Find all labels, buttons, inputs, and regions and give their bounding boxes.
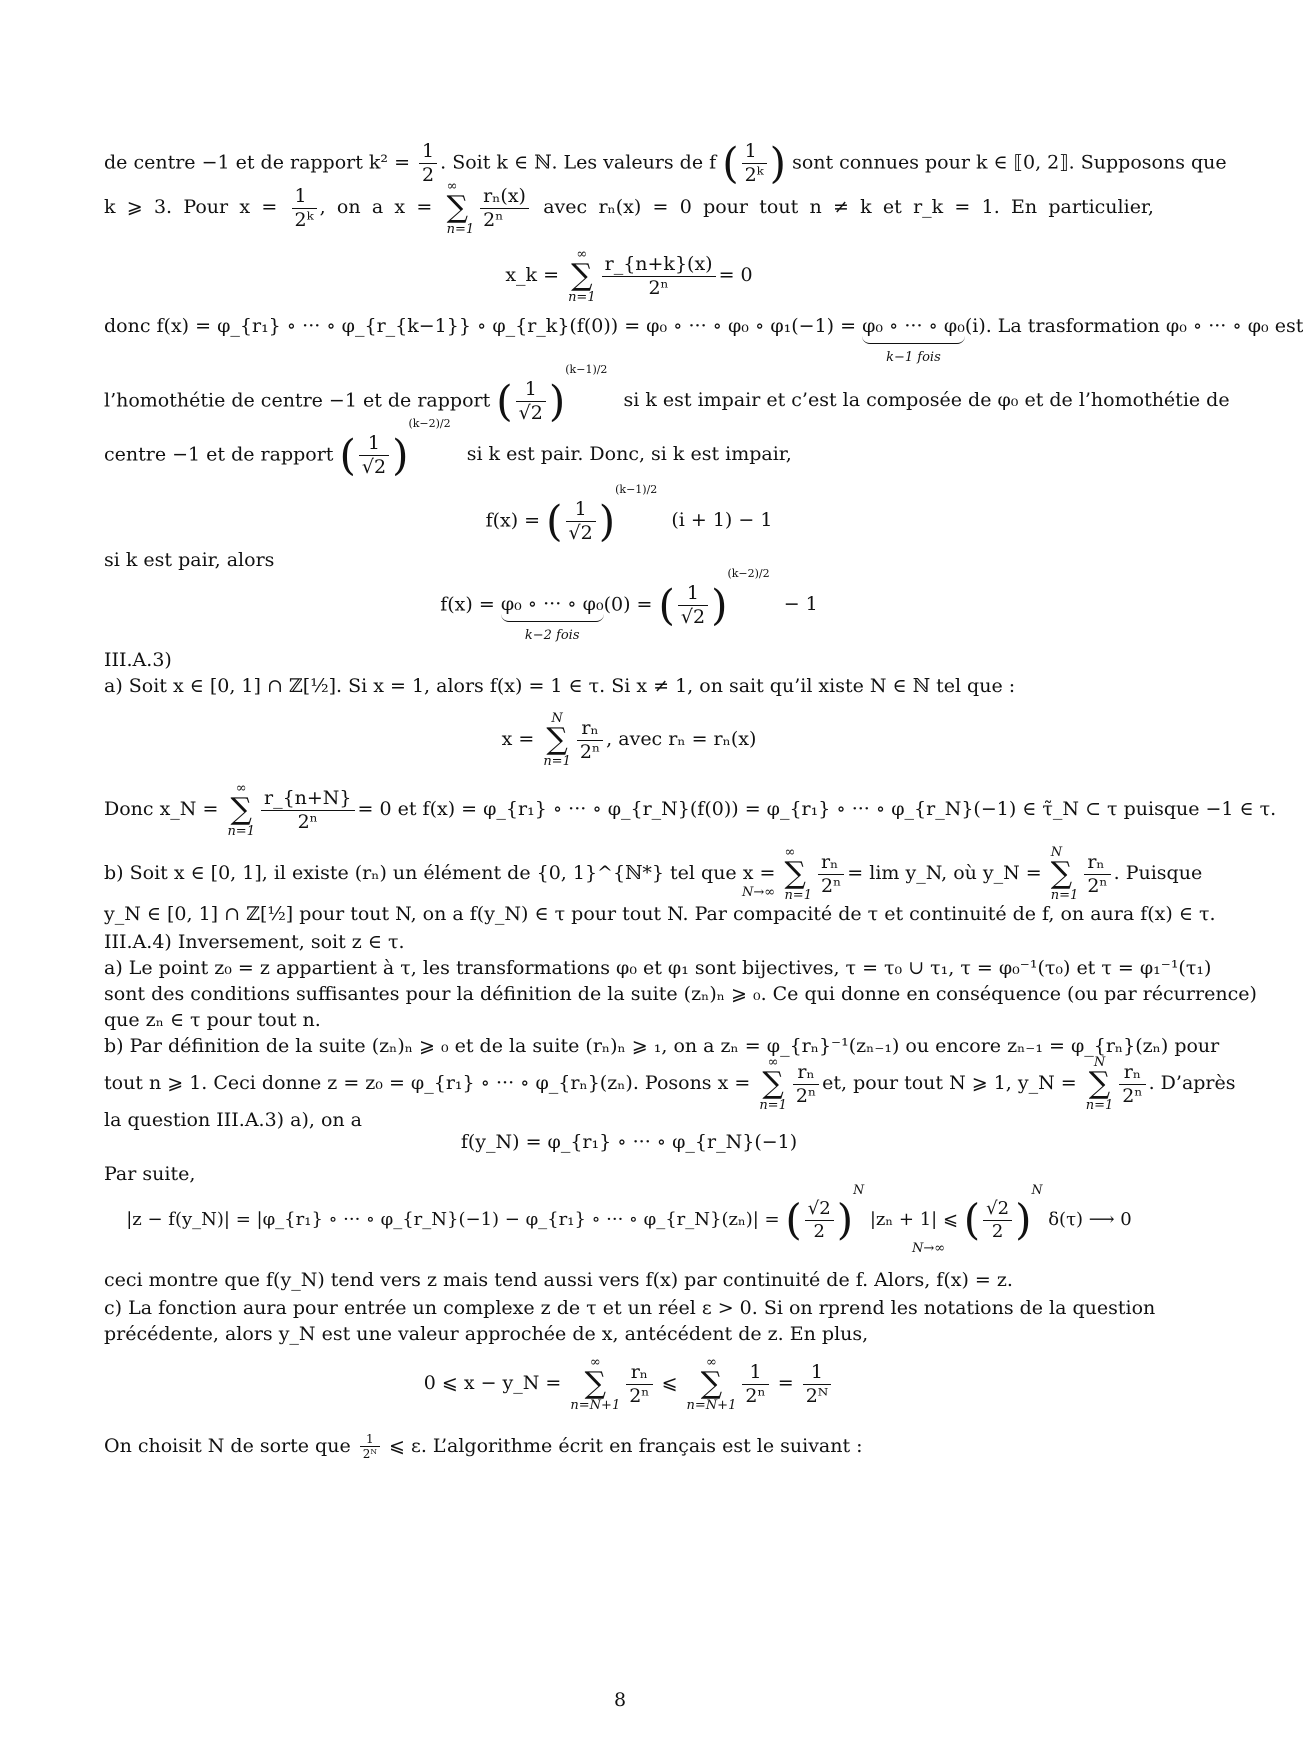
text-line: y_N ∈ [0, 1] ∩ ℤ[½] pour tout N, on a f(y_N) ∈ τ pour tout N. Par compacité de τ et continuité de f, on aura f(x) ∈ τ. <box>104 903 1216 925</box>
fraction: $\frac{1}{√2}$ <box>359 432 389 479</box>
fraction: $\frac{1}{\text{2ᴺ}}$ <box>803 1361 832 1408</box>
fraction: $\frac{1}{√2}$ <box>516 378 546 425</box>
text-line: b) Par définition de la suite (zₙ)ₙ ⩾ ₀ et de la suite (rₙ)ₙ ⩾ ₁, on a zₙ = φ_{rₙ}⁻¹(zₙ₋₁) ou encore zₙ₋₁ = φ_{rₙ}(zₙ) pour <box>104 1035 1220 1057</box>
text-line: a) Soit x ∈ [0, 1] ∩ ℤ[½]. Si x = 1, alors f(x) = 1 ∈ τ. Si x ≠ 1, on sait qu’il xiste N ∈ ℕ tel que : <box>104 675 1016 697</box>
fraction: $\frac{\text{rₙ(x)}}{\text{2ⁿ}}$ <box>480 185 529 232</box>
fraction: $\frac{r\_\{n+k\}(x)}{\text{2ⁿ}}$ <box>602 253 716 300</box>
text-fragment: de centre −1 et de rapport k² = <box>104 151 417 174</box>
text-fragment: (i). La trasformation φ₀ ∘ ··· ∘ φ₀ est <box>964 315 1303 337</box>
sum-operator: ∞ ∑ n=N+1 <box>570 1355 621 1413</box>
fraction: $\frac{√2}{2}$ <box>805 1198 834 1242</box>
section-heading: III.A.3) <box>104 649 172 671</box>
equation: x_k = ∞ ∑ n=1 $\frac{r\_\{n+k\}(x)}{\text{2ⁿ}}$ = 0 <box>505 247 753 305</box>
text-fragment: sont connues pour k ∈ ⟦0, 2⟧. Supposons que <box>792 151 1227 174</box>
text-line: que zₙ ∈ τ pour tout n. <box>104 1009 321 1031</box>
text-fragment: avec rₙ(x) = 0 pour tout n ≠ k et r_k = 1. En particulier, <box>543 196 1154 218</box>
fraction: $\frac{1}{\text{2ᴺ}}$ <box>360 1432 380 1462</box>
text-line: ceci montre que f(y_N) tend vers z mais tend aussi vers f(x) par continuité de f. Alors, f(x) = z. <box>104 1269 1013 1291</box>
fraction: $\frac{\text{rₙ}}{\text{2ⁿ}}$ <box>1119 1061 1145 1108</box>
fraction: $\frac{\text{rₙ}}{\text{2ⁿ}}$ <box>818 851 844 898</box>
limit-subscript: N→∞ <box>912 1241 946 1256</box>
fraction: $\frac{\text{rₙ}}{\text{2ⁿ}}$ <box>626 1361 652 1408</box>
text-line: Donc x_N = ∞ ∑ n=1 $\frac{r\_\{n+N\}}{\text{2ⁿ}}$ = 0 et f(x) = φ_{r₁} ∘ ··· ∘ φ_{r_N}(f(0)) = φ_{r₁} ∘ ··· ∘ φ_{r_N}(−1) ∈ τ̃_N ⊂ τ puisque −1 ∈ τ. <box>104 781 1277 839</box>
text-line <box>104 180 1154 236</box>
equation: 0 ⩽ x − y_N = ∞ ∑ n=N+1 $\frac{\text{rₙ}}{\text{2ⁿ}}$ ⩽ ∞ ∑ n=N+1 $\frac{1}{\text{2ⁿ}}$ = $\frac{1}{\text{2ᴺ}}$ <box>104 1356 1154 1412</box>
text-line: si k est pair, alors <box>104 549 275 571</box>
text-fragment: , on a x = <box>319 196 444 218</box>
page-number: 8 <box>613 1689 627 1711</box>
fraction: $\frac{r\_\{n+N\}}{\text{2ⁿ}}$ <box>261 787 355 834</box>
equation: |z − f(y_N)| = |φ_{r₁} ∘ ··· ∘ φ_{r_N}(−1) − φ_{r₁} ∘ ··· ∘ φ_{r_N}(zₙ)| = ( $\frac{√2}{2}$ )$^N$ |zₙ + 1| ⩽ ( $\frac{√2}{2}$ )$^N$ δ(τ) ⟶ 0 <box>126 1182 1132 1245</box>
sum-operator: ∞ ∑ n=N+1 <box>686 1355 737 1413</box>
text-line: c) La fonction aura pour entrée un complexe z de τ et un réel ε > 0. Si on rprend les notations de la question <box>104 1297 1156 1319</box>
fraction: $\frac{1}{\text{2ᵏ}}$ <box>292 185 317 232</box>
section-heading: III.A.4) Inversement, soit z ∈ τ. <box>104 931 405 953</box>
underbrace: φ₀ ∘ ··· ∘ φ₀ k−2 fois <box>500 593 604 643</box>
fraction: $\frac{\text{rₙ}}{\text{2ⁿ}}$ <box>1084 851 1110 898</box>
text-line: Par suite, <box>104 1163 196 1185</box>
text-line: b) Soit x ∈ [0, 1], il existe (rₙ) un élément de {0, 1}^{ℕ*} tel que x = ∞ ∑ n=1 $\frac{\text{rₙ}}{\text{2ⁿ}}$ = lim y_N, où y_N = N ∑ n=1 $\frac{\text{rₙ}}{\text{2ⁿ}}$ . Puisque <box>104 845 1203 903</box>
sum-operator: N ∑ n=1 <box>1050 845 1079 903</box>
sum-operator: ∞ ∑ n=1 <box>784 845 812 903</box>
fraction: $\frac{1}{√2}$ <box>678 582 708 629</box>
fraction: $\frac{1}{\text{2ⁿ}}$ <box>742 1361 768 1408</box>
text-line: de centre −1 et de rapport k² = $\frac{1}{2}$ . Soit k ∈ ℕ. Les valeurs de f ( $\frac{1}{\text{2ᵏ}}$ ) sont connues pour k ∈ ⟦0, 2⟧. Supposons que <box>104 138 1227 188</box>
sum-operator: N ∑ n=1 <box>1085 1055 1114 1113</box>
fraction: $\frac{1}{2}$ <box>419 140 437 187</box>
fraction: $\frac{\text{rₙ}}{\text{2ⁿ}}$ <box>577 717 603 764</box>
sum-operator: N ∑ n=1 <box>543 711 571 769</box>
text-line <box>104 314 1303 365</box>
text-line: centre −1 et de rapport ( $\frac{1}{√2}$ )$^{(k-2)/2}$ si k est pair. Donc, si k est impair, <box>104 416 792 480</box>
text-fragment: . Soit k ∈ ℕ. Les valeurs de f <box>440 151 717 174</box>
text-line: précédente, alors y_N est une valeur approchée de x, antécédent de z. En plus, <box>104 1323 869 1345</box>
fraction: $\frac{√2}{2}$ <box>983 1198 1012 1242</box>
equation: f(y_N) = φ_{r₁} ∘ ··· ∘ φ_{r_N}(−1) <box>460 1131 798 1153</box>
fraction: $\frac{\text{rₙ}}{\text{2ⁿ}}$ <box>793 1061 819 1108</box>
text-fragment: k ⩾ 3. Pour x = <box>104 196 289 218</box>
underbrace: φ₀ ∘ ··· ∘ φ₀ k−1 fois <box>862 315 965 365</box>
text-line: sont des conditions suffisantes pour la définition de la suite (zₙ)ₙ ⩾ ₀. Ce qui donne en conséquence (ou par récurrence) <box>104 983 1257 1005</box>
fraction: $\frac{1}{\text{2ᵏ}}$ <box>742 140 767 187</box>
text-line: la question III.A.3) a), on a <box>104 1109 362 1131</box>
text-line: tout n ⩾ 1. Ceci donne z = z₀ = φ_{r₁} ∘ ··· ∘ φ_{rₙ}(zₙ). Posons x = ∞ ∑ n=1 $\frac{\text{rₙ}}{\text{2ⁿ}}$ et, pour tout N ⩾ 1, y_N = N ∑ n=1 $\frac{\text{rₙ}}{\text{2ⁿ}}$ . D’après <box>104 1055 1236 1113</box>
sum-operator: ∞ ∑ n=1 <box>446 179 475 237</box>
equation: f(x) = φ₀ ∘ ··· ∘ φ₀ k−2 fois (0) = ( $\frac{1}{√2}$ )$^{(k-2)/2}$ − 1 <box>440 566 818 643</box>
text-line: l’homothétie de centre −1 et de rapport ( $\frac{1}{√2}$ )$^{(k-1)/2}$ si k est impair et c’est la composée de φ₀ et de l’homothétie de <box>104 362 1230 426</box>
fraction: $\frac{1}{√2}$ <box>566 498 596 545</box>
sum-operator: ∞ ∑ n=1 <box>759 1055 787 1113</box>
sum-operator: ∞ ∑ n=1 <box>568 247 596 305</box>
limit-subscript: N→∞ <box>742 885 776 900</box>
text-line: a) Le point z₀ = z appartient à τ, les transformations φ₀ et φ₁ sont bijectives, τ = τ₀ ∪ τ₁, τ = φ₀⁻¹(τ₀) et τ = φ₁⁻¹(τ₁) <box>104 957 1212 979</box>
sum-operator: ∞ ∑ n=1 <box>227 781 255 839</box>
text-fragment: donc f(x) = φ_{r₁} ∘ ··· ∘ φ_{r_{k−1}} ∘ φ_{r_k}(f(0)) = φ₀ ∘ ··· ∘ φ₀ ∘ φ₁(−1) = <box>104 315 863 337</box>
equation: x = N ∑ n=1 $\frac{\text{rₙ}}{\text{2ⁿ}}$ , avec rₙ = rₙ(x) <box>501 711 757 769</box>
equation: f(x) = ( $\frac{1}{√2}$ )$^{(k-1)/2}$ (i + 1) − 1 <box>485 482 773 546</box>
text-line: On choisit N de sorte que $\frac{1}{\text{2ᴺ}}$ ⩽ ε. L’algorithme écrit en français est le suivant : <box>104 1432 863 1462</box>
